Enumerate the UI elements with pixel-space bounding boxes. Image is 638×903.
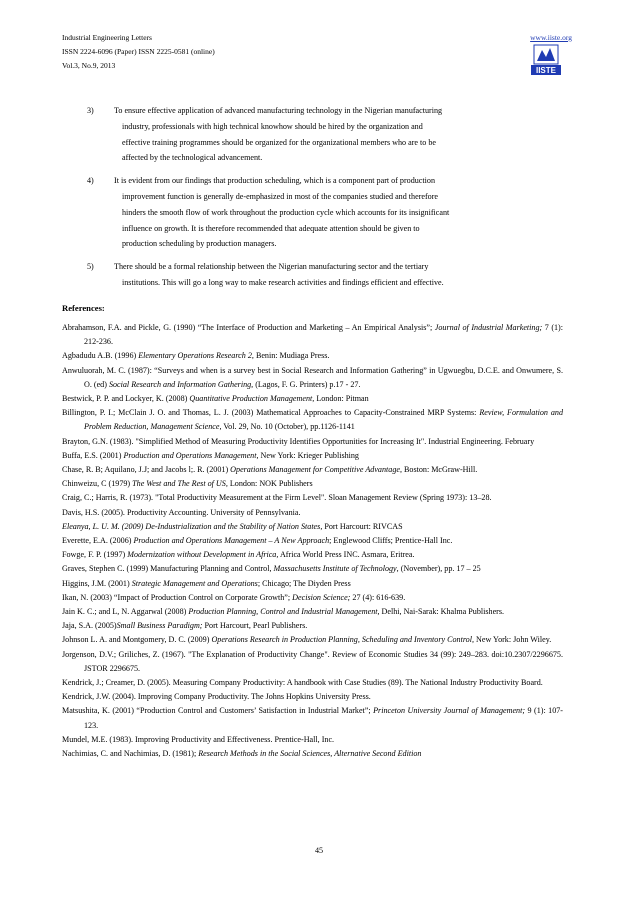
reference-italic-title: Operations Management for Competitive Advantage: [230, 465, 400, 475]
reference-text: Nachimias, C. and Nachimias, D. (1981);: [62, 749, 199, 759]
reference-text: Africa World Press INC. Asmara, Eritrea.: [278, 550, 415, 560]
reference-text: Mundel, M.E. (1983). Improving Productivity and Effectiveness. Prentice-Hall, Inc.: [62, 734, 335, 744]
reference-text: Craig, C.; Harris, R. (1973). "Total Productivity Measurement at the Firm Level". Sloan Management Review (Spring 1973): 13–28.: [62, 493, 492, 503]
text-line: It is evident from our findings that production scheduling, which is a component part of production: [114, 176, 435, 186]
text-line: To ensure effective application of advanced manufacturing technology in the Nigerian manufacturing: [114, 106, 443, 115]
text-line: effective training programmes should be organized for the organizational members who are to be: [122, 137, 436, 147]
reference-entry: [62, 704, 563, 732]
reference-text: , London: Pitman: [312, 394, 369, 404]
issn-line: ISSN 2224-6096 (Paper) ISSN 2225-0581 (online): [62, 46, 215, 56]
reference-text: New York: Krieger Publishing: [258, 450, 359, 460]
reference-text: Higgins, J.M. (2001): [62, 578, 132, 588]
reference-italic-title: Decision Science;: [292, 592, 351, 602]
reference-italic-title: Elementary Operations Research 2: [138, 351, 252, 361]
reference-text: 7 (1): 212-236.: [84, 323, 564, 347]
reference-entry: [62, 619, 563, 633]
reference-text: ; Englewood Cliffs; Prentice-Hall Inc.: [329, 536, 453, 546]
text-line: affected by the technological advancement.: [122, 153, 263, 163]
reference-text: Chinweizu, C (1979): [62, 479, 133, 489]
reference-text: Agbadudu A.B. (1996): [62, 351, 139, 361]
text-line: influence on growth. It is therefore recommended that adequate attention should be given to: [122, 223, 420, 233]
reference-italic-title: Modernization without Development in Africa,: [127, 550, 279, 560]
reference-text: ; Chicago; The Diyden Press: [257, 578, 351, 588]
reference-entry: [62, 747, 563, 761]
reference-entry: [62, 406, 563, 434]
reference-italic-title: Production and Operations Management,: [123, 450, 259, 460]
reference-text: , Benin: Mudiaga Press.: [251, 351, 330, 361]
reference-italic-title: Princeton University Journal of Management;: [373, 706, 526, 716]
reference-text: , Vol. 29, No. 10 (October), pp.1126-1141: [219, 422, 355, 432]
text-line: There should be a formal relationship between the Nigerian manufacturing sector and the tertiary: [114, 262, 429, 272]
reference-entry: [62, 449, 563, 463]
reference-text: Kendrick, J.W. (2004). Improving Company Productivity. The Johns Hopkins University Press.: [62, 692, 371, 702]
reference-italic-title: Social Research and Information Gathering,: [108, 379, 254, 389]
reference-text: New York: John Wiley.: [474, 635, 552, 645]
text-line: improvement function is generally de-emphasized in most of the companies studied and therefore: [122, 191, 439, 201]
reference-text: Ikan, N. (2003) “Impact of Production Control on Corporate Growth”;: [62, 592, 293, 602]
reference-text: 9 (1): 107-123.: [84, 706, 563, 730]
page-number: 45: [314, 846, 324, 855]
reference-text: Brayton, G.N. (1983). "Simplified Method of Measuring Productivity Identifies Opportunities for Increasing It". Industrial Engineering. February: [62, 436, 535, 446]
list-item-number: 4): [87, 176, 94, 186]
recommendations-list: [62, 103, 562, 298]
reference-italic-title: Strategic Management and Operations: [131, 578, 258, 588]
reference-text: , Boston: McGraw-Hill.: [399, 465, 478, 475]
reference-italic-title: Production Planning, Control and Industrial Management,: [188, 607, 380, 617]
reference-entry: [62, 690, 563, 704]
reference-italic-title: Research Methods in the Social Sciences, Alternative Second Edition: [198, 749, 422, 759]
reference-text: Kendrick, J.; Creamer, D. (2005). Measuring Company Productivity: A handbook with Case Studies (89). The National Industry Productivity Board.: [62, 678, 543, 688]
iiste-logo-icon: [531, 44, 561, 76]
list-item-text: [114, 173, 562, 252]
reference-text: 27 (4): 616-639.: [350, 592, 406, 602]
reference-text: Buffa, E.S. (2001): [62, 450, 124, 460]
reference-italic-title: Quantitative Production Management: [189, 394, 313, 404]
journal-name: Industrial Engineering Letters: [62, 33, 152, 42]
reference-entry: [62, 321, 563, 349]
reference-text: Port Harcourt, Pearl Publishers.: [202, 621, 308, 631]
reference-text: Delhi, Nai-Sarak: Khalma Publishers.: [379, 607, 505, 617]
reference-entry: [62, 364, 563, 392]
reference-text: Chase, R. B; Aquilano, J.J; and Jacobs l;. R. (2001): [62, 465, 231, 475]
reference-text: Graves, Stephen C. (1999) Manufacturing Planning and Control,: [62, 564, 274, 574]
journal-url-link[interactable]: www.iiste.org: [530, 33, 572, 42]
list-item: [62, 173, 562, 252]
reference-text: , Port Harcourt: RIVCAS: [320, 521, 403, 531]
reference-italic-title: Operations Research in Production Planning, Scheduling and Inventory Control,: [211, 635, 474, 645]
reference-entry: [62, 548, 563, 562]
reference-entry: [62, 463, 563, 477]
reference-text: (Lagos, F. G. Printers) p.17 - 27.: [253, 379, 361, 389]
list-item-number: 5): [87, 262, 94, 272]
text-line: industry, professionals with high technical knowhow should be hired by the organization and: [122, 121, 423, 131]
reference-text: Davis, H.S. (2005). Productivity Accounting. University of Pennsylvania.: [62, 507, 301, 517]
reference-entry: [62, 733, 563, 747]
reference-text: , (November), pp. 17 – 25: [396, 564, 481, 574]
reference-text: Jaja, S.A. (2005): [62, 621, 117, 631]
reference-entry: [62, 648, 563, 676]
reference-italic-title: Eleanya, L. U. M. (2009) De-Industrialization and the Stability of Nation States: [62, 521, 321, 531]
reference-entry: [62, 506, 563, 520]
logo-text: IISTE: [535, 66, 557, 75]
reference-entry: [62, 491, 563, 505]
references-heading: References:: [62, 303, 105, 313]
reference-text: Abrahamson, F.A. and Pickle, G. (1990) “The Interface of Production and Marketing – An Empirical Analysis”;: [62, 323, 435, 332]
reference-entry: [62, 633, 563, 647]
reference-text: Jorgenson, D.V.; Griliches, Z. (1967). "The Explanation of Productivity Change". Review of Economic Studies 34 (99): 249–283. doi:10.2307/2296675. JSTOR 2296675.: [62, 649, 563, 673]
reference-text: Matsushita, K. (2001) “Production Control and Customers’ Satisfaction in Industrial Market”;: [62, 706, 374, 716]
reference-entry: [62, 676, 563, 690]
reference-entry: [62, 562, 563, 576]
reference-text: Anwuluorah, M. C. (1987): “Surveys and when is a survey best in Social Research and Information Gathering” in Ugwuegbu, D.C.E. and Onwumere, S. O. (ed): [62, 365, 563, 389]
reference-entry: [62, 591, 563, 605]
reference-text: Jain K. C.; and L, N. Aggarwal (2008): [62, 607, 189, 617]
reference-italic-title: Massachusetts Institute of Technology: [273, 564, 397, 574]
list-item-number: 3): [87, 106, 94, 115]
references-list: [62, 321, 563, 761]
reference-entry: [62, 349, 563, 363]
text-line: production scheduling by production managers.: [122, 239, 277, 249]
reference-text: Billington, P. I.; McClain J. O. and Thomas, L. J. (2003) Mathematical Approaches to Capacity-Constrained MRP Systems:: [62, 408, 480, 418]
reference-entry: [62, 477, 563, 491]
list-item: [62, 259, 562, 291]
list-item: [62, 103, 562, 166]
reference-text: London: NOK Publishers: [227, 479, 313, 489]
reference-text: Bestwick, P. P. and Lockyer, K. (2008): [62, 394, 190, 404]
reference-italic-title: Journal of Industrial Marketing;: [434, 323, 543, 332]
reference-text: Johnson L. A. and Montgomery, D. C. (2009): [62, 635, 212, 645]
text-line: institutions. This will go a long way to make research activities and findings efficient and effective.: [122, 277, 444, 287]
reference-italic-title: Production and Operations Management – A New Approach: [133, 536, 330, 546]
reference-entry: [62, 534, 563, 548]
reference-text: Everette, E.A. (2006): [62, 536, 134, 546]
list-item-text: [114, 259, 562, 291]
reference-entry: [62, 520, 563, 534]
list-item-text: [114, 103, 562, 166]
text-line: hinders the smooth flow of work throughout the production cycle which accounts for its insignificant: [122, 207, 450, 217]
reference-text: Fowge, F. P. (1997): [62, 550, 128, 560]
reference-entry: [62, 577, 563, 591]
reference-italic-title: The West and The Rest of US,: [132, 479, 228, 489]
reference-italic-title: Review, Formulation and Problem Reduction, Management Science: [84, 408, 563, 432]
volume-line: Vol.3, No.9, 2013: [62, 60, 116, 70]
reference-entry: [62, 435, 563, 449]
reference-entry: [62, 605, 563, 619]
reference-entry: [62, 392, 563, 406]
reference-italic-title: Small Business Paradigm;: [116, 621, 203, 631]
page-header: [62, 31, 572, 72]
